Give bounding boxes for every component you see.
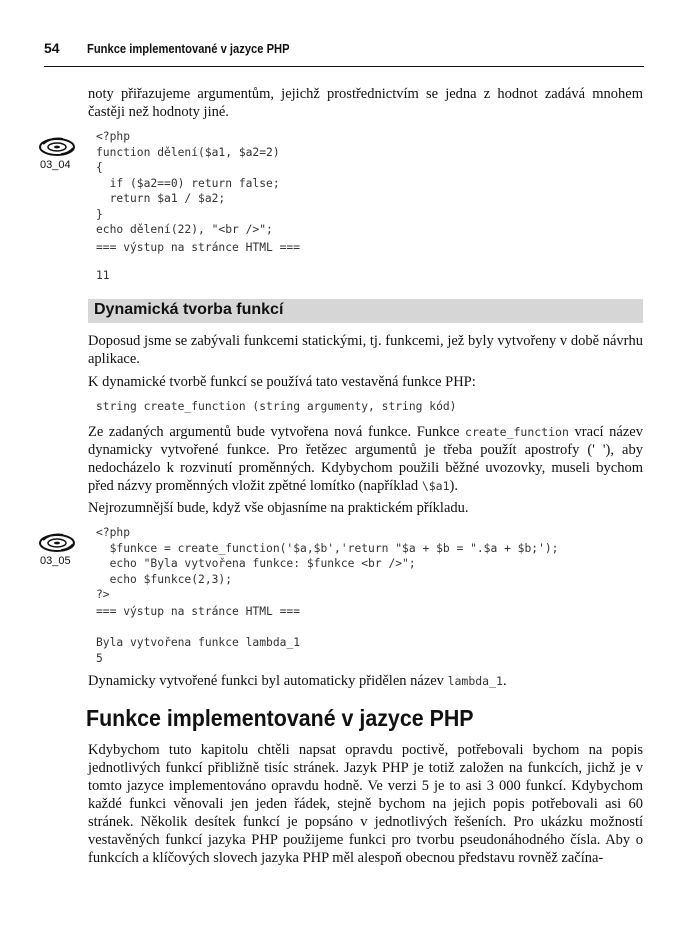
paragraph-example-intro: Nejrozumnější bude, když vše objasníme na praktickém příkladu. — [88, 500, 469, 516]
code-output-value: Byla vytvořena funkce lambda_1 5 — [96, 636, 301, 665]
paragraph-intro-continued: noty přiřazujeme argumentům, jejichž prostřednictvím se jedna z hodnot zadává mnohem častěji než hodnoty jiné. — [88, 86, 643, 120]
code-example-division: <?php function dělení($a1, $a2=2) { if ($a2==0) return false; return $a1 / $a2; } echo dělení(22), "<br />"; — [96, 130, 280, 236]
paragraph-create-function: Ze zadaných argumentů bude vytvořena nová funkce. Funkce create_function vrací název dynamicky vytvořené funkce. Pro řetězec argumentů je třeba použít apostrofy (' '), aby nedocházelo k rozvinutí proměnných. Kdybychom použili běžné uvozovky, museli bychom před názvy proměnných vložit zpětné lomítko (například \$a1). — [88, 424, 643, 494]
paragraph-builtin-functions: Kdybychom tuto kapitolu chtěli napsat opravdu poctivě, potřebovali bychom na popis jednotlivých funkcí přibližně tisíc stránek. Jazyk PHP je totiž založen na funkcích, jichž je v tomto jazyce implementováno opravdu hodně. Ve verzi 5 je to asi 3 000 funkcí. Kdybychom každé funkci věnovali jen jeden řádek, stejně bychom na jejich popis potřebovali asi 60 stránek. Několik desítek funkcí je popsáno v jednotlivých řešeních. Pro ukázku možností vestavěných funkcí jazyka PHP použijeme funkci pro tvorbu pseudonáhodného čísla. Aby o funkcích a klíčových slovech jazyka PHP měl alespoň obecnou představu rovněž začína- — [88, 742, 643, 866]
paragraph-dynamic-intro: K dynamické tvorbě funkcí se používá tato vestavěná funkce PHP: — [88, 374, 476, 390]
code-example-create-function: <?php $funkce = create_function('$a,$b','return "$a + $b = ".$a + $b;'); echo "Byla vytvořena funkce: $funkce <br />"; echo $funkce(2,3); ?> — [96, 526, 559, 601]
section-heading-bar — [88, 299, 643, 323]
code-output-label: === výstup na stránce HTML === — [96, 605, 301, 618]
cd-disc-icon — [37, 530, 77, 554]
running-title: Funkce implementované v jazyce PHP — [87, 41, 290, 56]
code-output-value: 11 — [96, 269, 110, 282]
cd-disc-icon — [37, 134, 77, 158]
code-function-signature: string create_function (string argumenty, string kód) — [96, 400, 457, 413]
page-number: 54 — [44, 40, 60, 56]
running-header — [44, 40, 644, 67]
paragraph-lambda-name: Dynamicky vytvořené funkci byl automaticky přidělen název lambda_1. — [88, 673, 507, 689]
cd-example-marker-2 — [35, 530, 79, 567]
chapter-heading: Funkce implementované v jazyce PHP — [86, 705, 474, 731]
inline-code: \$a1 — [421, 479, 450, 493]
example-code-label: 03_05 — [40, 555, 71, 567]
paragraph-static-functions: Doposud jsme se zabývali funkcemi statickými, tj. funkcemi, jež byly vytvořeny v době návrhu aplikace. — [88, 333, 643, 367]
code-output-label: === výstup na stránce HTML === — [96, 241, 301, 254]
section-title: Dynamická tvorba funkcí — [94, 301, 284, 318]
example-code-label: 03_04 — [40, 159, 71, 171]
cd-example-marker-1 — [35, 134, 79, 171]
inline-code: create_function — [465, 425, 569, 439]
inline-code: lambda_1 — [447, 674, 503, 688]
